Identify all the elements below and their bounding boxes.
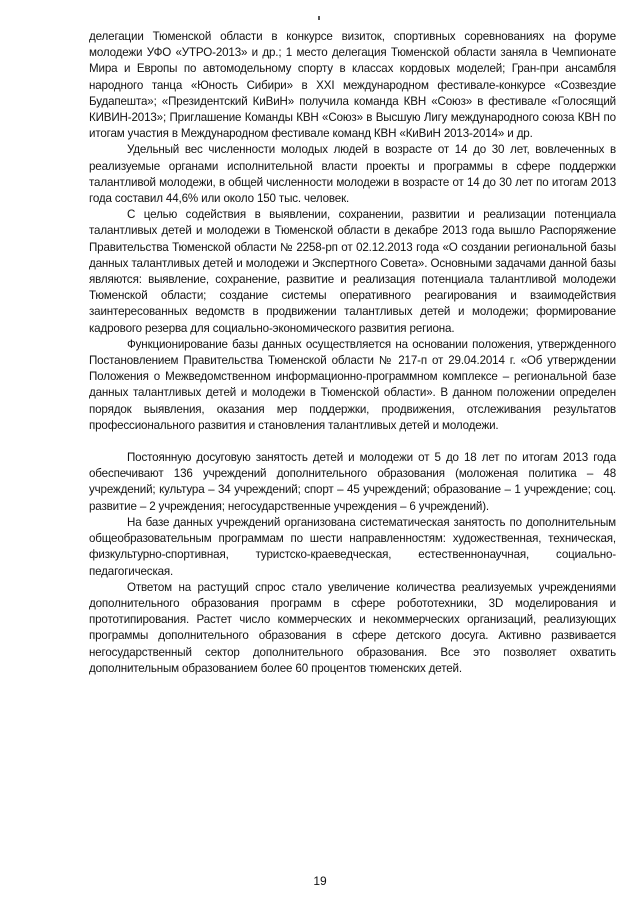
- paragraph-continuation: делегации Тюменской области в конкурсе визиток, спортивных соревнованиях на форуме молодежи УФО «УТРО-2013» и др.; 1 место делегация Тюменской области заняла в Чемпионате Мира и Европы по автомодельному спорту в классах кордовых моделей; Гран-при ансамбля народного танца «Юность Сибири» в XXI международном фестивале-конкурсе «Созвездие Будапешта»; «Президентский КиВиН» получила команда КВН «Союз» в фестивале «Голосящий КИВИН-2013»; Приглашение Команды КВН «Союз» в Высшую Лигу международного союза КВН по итогам участия в Международном фестивале команд КВН «КиВиН 2013-2014» и др.: [89, 30, 616, 141]
- paragraph-robotics-programs: Ответом на растущий спрос стало увеличение количества реализуемых учреждениями дополнительного образования программ в сфере робототехники, 3D моделирования и прототипирования. Растет число коммерческих и некоммерческих организаций, реализующих программы дополнительного образования в сфере детского досуга. Активно развивается негосударственный сектор дополнительного образования. Все это позволяет охватить дополнительным образованием более 60 процентов тюменских детей.: [89, 580, 616, 675]
- body-text: [89, 29, 616, 677]
- page-number: 19: [313, 874, 327, 888]
- paragraph-program-directions: На базе данных учреждений организована систематическая занятость по дополнительным общеобразовательным программам по шести направленностям: художественная, техническая, физкультурно-спортивная, туристско-краеведческая, естественнонаучная, социально-педагогическая.: [89, 515, 616, 578]
- paragraph-talent-database: С целью содействия в выявлении, сохранении, развитии и реализации потенциала талантливых детей и молодежи в Тюменской области в декабре 2013 года вышло Распоряжение Правительства Тюменской области № 2258-рп от 02.12.2013 года «О создании региональной базы данных талантливых детей и молодежи и Экспертного Совета». Основными задачами данной базы являются: выявление, сохранение, развитие и реализация потенциала талантливой молодежи Тюменской области; создание системы оперативного реагирования и взаимодействия заинтересованных ведомств в продвижении талантливых детей и молодежи; формирование кадрового резерва для социально-экономического развития региона.: [89, 208, 616, 335]
- scan-mark: [318, 16, 320, 20]
- paragraph-youth-share: Удельный вес численности молодых людей в возрасте от 14 до 30 лет, вовлеченных в реализуемые органами исполнительной власти проекты и программы в сфере поддержки талантливой молодежи, в общей численности молодежи в возрасте от 14 до 30 лет по итогам 2013 года составил 44,6% или около 150 тыс. человек.: [89, 143, 616, 206]
- paragraph-database-regulation: Функционирование базы данных осуществляется на основании положения, утвержденного Постановлением Правительства Тюменской области № 217-п от 29.04.2014 г. «Об утверждении Положения о Межведомственном информационно-программном комплексе – региональной базе данных талантливых детей и молодежи в Тюменской области». В данном положении определен порядок выявления, оказания мер поддержки, продвижения, отслеживания результатов профессионального развития и становления талантливых детей и молодежи.: [89, 337, 616, 432]
- paragraph-leisure-institutions: Постоянную досуговую занятость детей и молодежи от 5 до 18 лет по итогам 2013 года обеспечивают 136 учреждений дополнительного образования (моложеная политика – 48 учреждений; культура – 34 учреждений; спорт – 45 учреждений; образование – 1 учреждение; соц. развитие – 2 учреждения; негосударственные учреждения – 6 учреждений).: [89, 451, 616, 513]
